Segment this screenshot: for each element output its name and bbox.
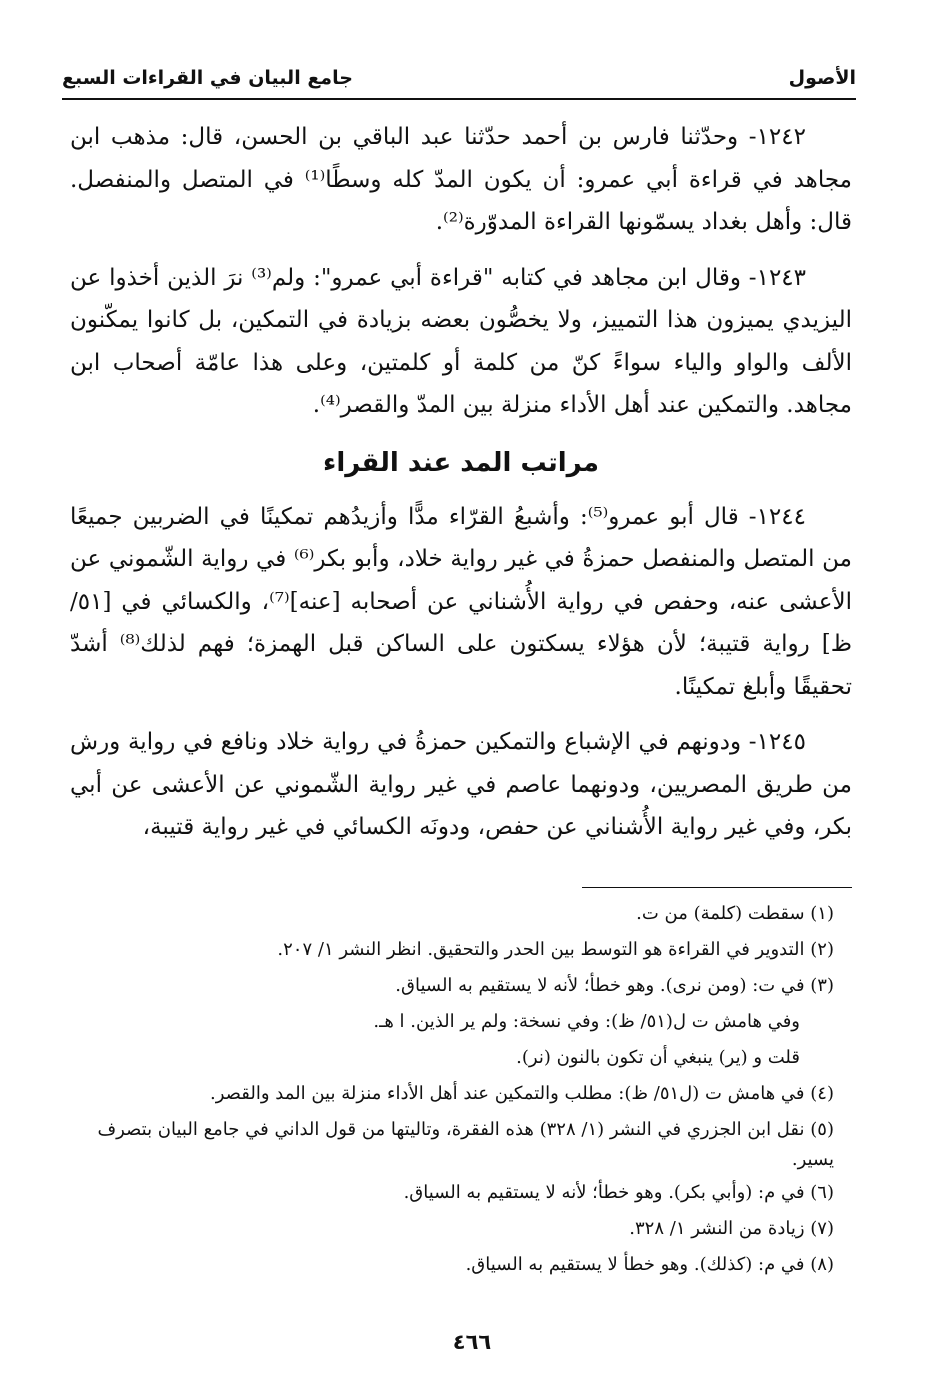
paragraph-1242: ١٢٤٢- وحدّثنا فارس بن أحمد حدّثنا عبد الباقي بن الحسن، قال: مذهب ابن مجاهد في قراءة أبي عمرو: أن يكون المدّ كله وسطًا⁽¹⁾ في المتصل والمنفصل. قال: وأهل بغداد يسمّونها القراءة المدوّرة⁽²⁾. — [70, 124, 852, 235]
paragraph-1243: ١٢٤٣- وقال ابن مجاهد في كتابه "قراءة أبي عمرو": ولم⁽³⁾ نرَ الذين أخذوا عن اليزيدي يميزون هذا التمييز، ولا يخصُّون بعضه بزيادة في التمكين، بل كانوا يمكّنون الألف والواو والياء سواءً كنّ من كلمة أو كلمتين، وعلى هذا عامّة أصحاب ابن مجاهد. والتمكين عند أهل الأداء منزلة بين المدّ والقصر⁽⁴⁾. — [70, 264, 852, 418]
footnote-7: (٧) زيادة من النشر ١/ ٣٢٨. — [629, 1218, 834, 1239]
footnote-3-continuation-b: قلت و (ير) ينبغي أن تكون بالنون (نر). — [516, 1047, 800, 1068]
footnote-5: (٥) نقل ابن الجزري في النشر (١/ ٣٢٨) هذه الفقرة، وتاليتها من قول الداني في جامع البيان بتصرف يسير. — [97, 1119, 834, 1170]
footnote-3: (٣) في ت: (ومن نرى). وهو خطأ؛ لأنه لا يستقيم به السياق. — [395, 975, 834, 996]
paragraph-1245: ١٢٤٥- ودونهم في الإشباع والتمكين حمزةُ في رواية خلاد ونافع في رواية ورش من طريق المصريين، ودونهما عاصم في غير رواية الشّموني عن الأعشى عن أبي بكر، وفي غير رواية الأُشناني عن حفص، ودونَه الكسائي في غير رواية قتيبة، — [70, 729, 852, 840]
header-section-title: الأصول — [788, 67, 856, 89]
footnote-1: (١) سقطت (كلمة) من ت. — [636, 903, 834, 924]
footnote-8: (٨) في م: (كذلك). وهو خطأ لا يستقيم به السياق. — [465, 1254, 834, 1275]
footnote-divider — [582, 887, 852, 888]
footnote-4: (٤) في هامش ت (ل٥١/ ظ): مطلب والتمكين عند أهل الأداء منزلة بين المد والقصر. — [210, 1083, 834, 1104]
running-header — [62, 58, 856, 100]
footnotes — [74, 896, 834, 1283]
footnote-2: (٢) التدوير في القراءة هو التوسط بين الحدر والتحقيق. انظر النشر ١/ ٢٠٧. — [277, 939, 834, 960]
footnote-3-continuation-a: وفي هامش ت ل(٥١/ ظ): وفي نسخة: ولم ير الذين. ا هـ. — [373, 1011, 800, 1032]
paragraph-1244: ١٢٤٤- قال أبو عمرو⁽⁵⁾: وأشبعُ القرّاء مدًّا وأزيدُهم تمكينًا في الضربين جميعًا من المتصل والمنفصل حمزةُ في غير رواية خلاد، وأبو بكر⁽⁶⁾ في رواية الشّموني عن الأعشى عنه، وحفص في رواية الأُشناني عن أصحابه [عنه]⁽⁷⁾، والكسائي في [٥١/ ظ] رواية قتيبة؛ لأن هؤلاء يسكتون على الساكن قبل الهمزة؛ فهم لذلك⁽⁸⁾ أشدّ تحقيقًا وأبلغ تمكينًا. — [70, 503, 853, 700]
main-text — [70, 116, 852, 862]
section-heading: مراتب المد عند القراء — [323, 447, 599, 478]
page-number: ٤٦٦ — [452, 1330, 492, 1354]
footnote-6: (٦) في م: (وأبي بكر). وهو خطأ؛ لأنه لا يستقيم به السياق. — [403, 1182, 834, 1203]
header-book-title: جامع البيان في القراءات السبع — [62, 67, 353, 89]
